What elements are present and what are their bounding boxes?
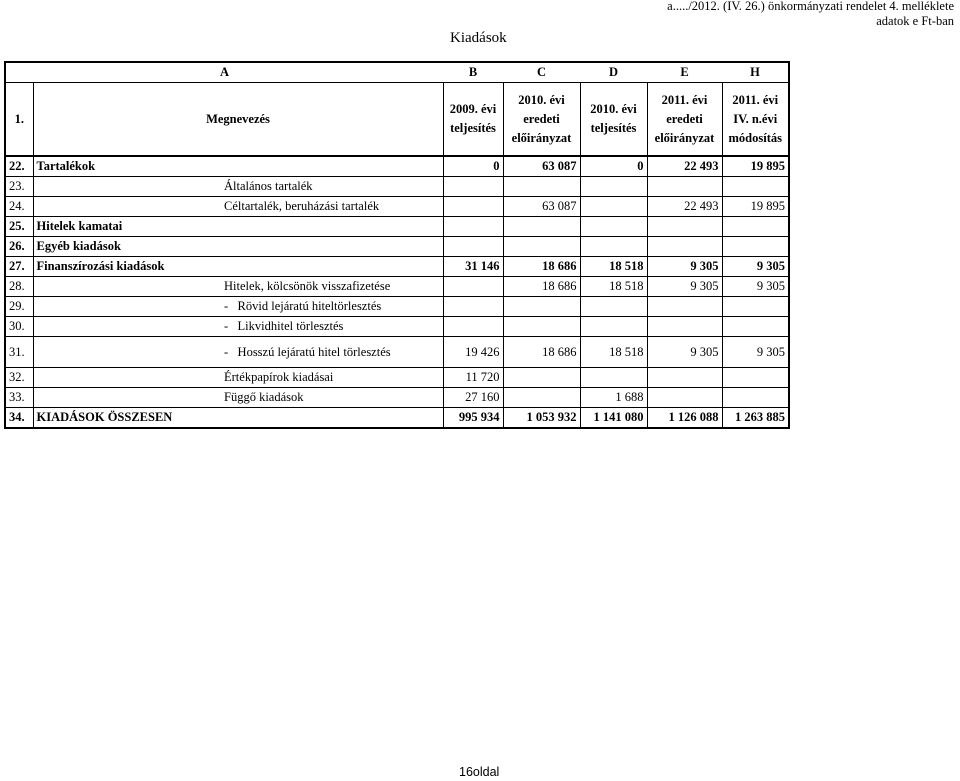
header-b: 2009. évi teljesítés (443, 83, 503, 157)
col-letter-d: D (580, 62, 647, 83)
table-row: 27. Finanszírozási kiadások 31 146 18 686 18 518 9 305 9 305 (5, 257, 789, 277)
header-e: 2011. évi eredeti előirányzat (647, 83, 722, 157)
table-row: 24. Céltartalék, beruházási tartalék 63 087 22 493 19 895 (5, 197, 789, 217)
table-row: 26. Egyéb kiadások (5, 237, 789, 257)
header-number: 1. (5, 83, 33, 157)
table-row: 30. - Likvidhitel törlesztés (5, 317, 789, 337)
col-letter-a: A (5, 62, 443, 83)
col-letter-h: H (722, 62, 789, 83)
column-letter-row (5, 62, 789, 83)
col-letter-b: B (443, 62, 503, 83)
header-name: Megnevezés (33, 83, 443, 157)
header-c: 2010. évi eredeti előirányzat (503, 83, 580, 157)
column-header-row (5, 83, 789, 157)
expenditure-table (4, 61, 790, 429)
header-d: 2010. évi teljesítés (580, 83, 647, 157)
total-row: 34. KIADÁSOK ÖSSZESEN 995 934 1 053 932 1 141 080 1 126 088 1 263 885 (5, 408, 789, 429)
table-row: 28. Hitelek, kölcsönök visszafizetése 18 686 18 518 9 305 9 305 (5, 277, 789, 297)
col-letter-c: C (503, 62, 580, 83)
table-row: 32. Értékpapírok kiadásai 11 720 (5, 368, 789, 388)
table-row: 23. Általános tartalék (5, 177, 789, 197)
table-row: 31. - Hosszú lejáratú hitel törlesztés 19 426 18 686 18 518 9 305 9 305 (5, 337, 789, 368)
unit-note: adatok e Ft-ban (876, 14, 954, 28)
table-row: 33. Függő kiadások 27 160 1 688 (5, 388, 789, 408)
table-row: 25. Hitelek kamatai (5, 217, 789, 237)
page-number: 16oldal (459, 765, 500, 779)
header-h: 2011. évi IV. n.évi módosítás (722, 83, 789, 157)
table-row: 29. - Rövid lejáratú hiteltörlesztés (5, 297, 789, 317)
decree-reference: a...../2012. (IV. 26.) önkormányzati rendelet 4. melléklete (667, 0, 954, 13)
document-title: Kiadások (450, 30, 507, 46)
table-row: 22. Tartalékok 0 63 087 0 22 493 19 895 (5, 156, 789, 177)
col-letter-e: E (647, 62, 722, 83)
